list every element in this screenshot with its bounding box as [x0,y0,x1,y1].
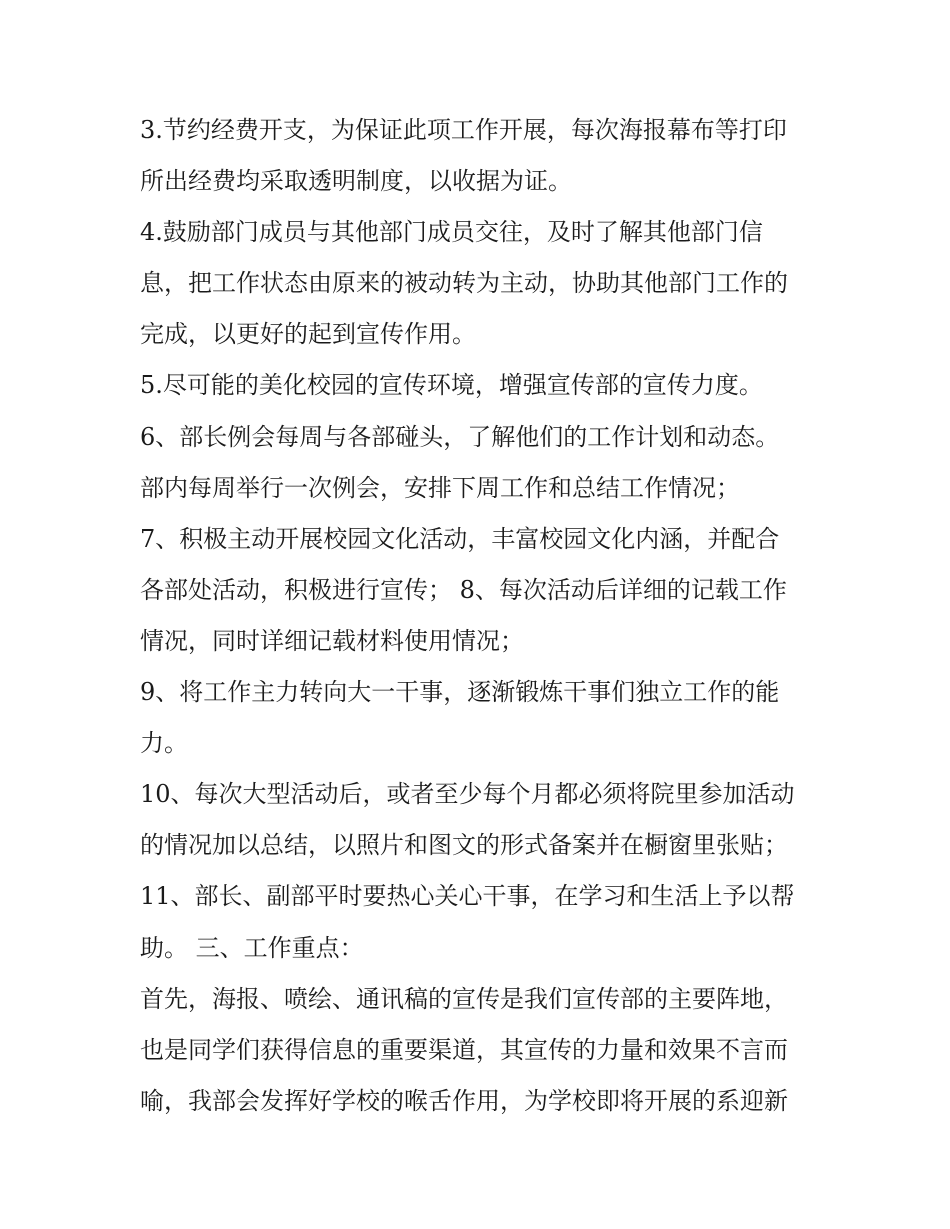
text-line: 完成，以更好的起到宣传作用。 [140,320,476,349]
text-line: 6、部长例会每周与各部碰头，了解他们的工作计划和动态。 [140,422,780,451]
text-line: 的情况加以总结，以照片和图文的形式备案并在橱窗里张贴； [140,831,788,860]
text-line: 4.鼓励部门成员与其他部门成员交往，及时了解其他部门信 [140,218,763,247]
text-line: 各部处活动，积极进行宣传； 8、每次活动后详细的记载工作 [140,575,787,604]
text-line: 5.尽可能的美化校园的宣传环境，增强宣传部的宣传力度。 [140,371,763,400]
text-line: 11、部长、副部平时要热心关心干事，在学习和生活上予以帮 [140,882,795,911]
document-body [140,105,820,1127]
text-line: 7、积极主动开展校园文化活动，丰富校园文化内涵，并配合 [140,524,780,553]
text-line: 力。 [140,729,188,758]
text-line: 喻，我部会发挥好学校的喉舌作用，为学校即将开展的系迎新 [140,1086,788,1115]
text-line: 首先，海报、喷绘、通讯稿的宣传是我们宣传部的主要阵地， [140,984,788,1013]
text-line: 也是同学们获得信息的重要渠道，其宣传的力量和效果不言而 [140,1035,788,1064]
text-line: 9、将工作主力转向大一干事，逐渐锻炼干事们独立工作的能 [140,678,780,707]
text-line: 情况，同时详细记载材料使用情况； [140,626,524,655]
text-line: 助。 三、工作重点： [140,933,364,962]
text-line: 息，把工作状态由原来的被动转为主动，协助其他部门工作的 [140,269,788,298]
text-line: 10、每次大型活动后，或者至少每个月都必须将院里参加活动 [140,780,795,809]
text-line: 部内每周举行一次例会，安排下周工作和总结工作情况； [140,473,740,502]
text-line: 所出经费均采取透明制度，以收据为证。 [140,167,572,196]
text-line: 3.节约经费开支，为保证此项工作开展，每次海报幕布等打印 [140,116,787,144]
